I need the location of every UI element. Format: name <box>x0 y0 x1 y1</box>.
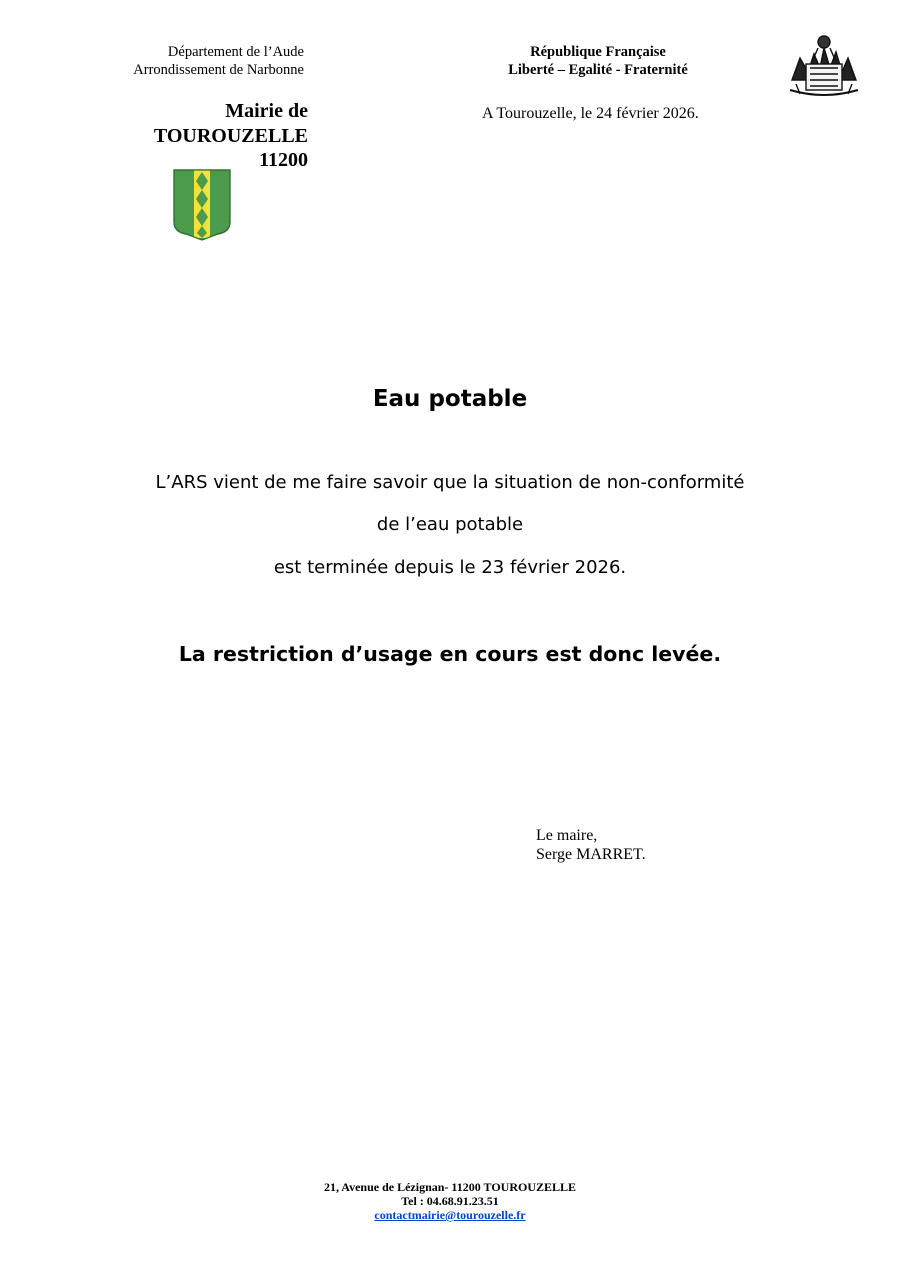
marianne-seal-icon <box>786 28 862 100</box>
notice-line-1: L’ARS vient de me faire savoir que la situation de non-conformité <box>155 472 745 493</box>
notice-line-3: est terminée depuis le 23 février 2026. <box>273 557 627 578</box>
footer-phone: Tel : 04.68.91.23.51 <box>401 1194 499 1208</box>
notice-line-2: de l’eau potable <box>376 514 524 535</box>
republic-motto: Liberté – Egalité - Fraternité <box>508 62 688 78</box>
place-date-line: A Tourouzelle, le 24 février 2026. <box>482 105 699 122</box>
mairie-line-3: 11200 <box>259 149 308 171</box>
mairie-line-1: Mairie de <box>225 100 308 122</box>
notice-conclusion: La restriction d’usage en cours est donc levée. <box>178 642 722 666</box>
department-header <box>133 43 304 79</box>
arrondissement-name: Arrondissement de Narbonne <box>133 62 304 78</box>
footer-contact <box>0 1180 900 1222</box>
footer-email-link[interactable]: contactmairie@tourouzelle.fr <box>374 1208 526 1222</box>
notice-title: Eau potable <box>372 386 528 412</box>
department-name: Département de l’Aude <box>167 44 304 60</box>
footer-address: 21, Avenue de Lézignan- 11200 TOUROUZELLE <box>323 1180 577 1194</box>
mairie-line-2: TOUROUZELLE <box>153 124 308 147</box>
republic-header <box>490 43 706 79</box>
signature-role: Le maire, <box>536 827 598 844</box>
republic-name: République Française <box>530 44 666 60</box>
signature-block <box>536 826 646 864</box>
mairie-title <box>154 99 308 173</box>
town-coat-of-arms-icon <box>172 168 232 242</box>
signature-name: Serge MARRET. <box>536 846 646 863</box>
